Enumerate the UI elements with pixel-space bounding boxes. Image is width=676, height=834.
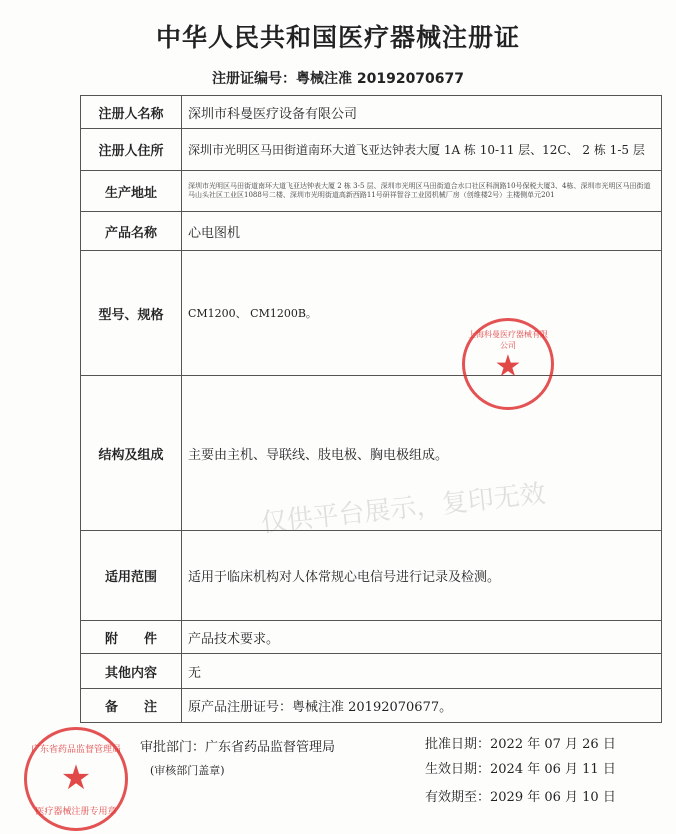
label: 型号、规格 (81, 251, 182, 376)
star-icon: ★ (60, 758, 92, 798)
row-remarks (81, 689, 662, 723)
registration-number: 注册证编号：粤械注准 20192070677 (211, 71, 465, 87)
row-product-name (81, 212, 662, 251)
label: 适用范围 (81, 531, 182, 621)
value: 原产品注册证号：粤械注准 20192070677。 (182, 689, 662, 723)
row-registrant-address (81, 129, 662, 171)
value: 无 (182, 654, 662, 689)
label: 注册人住所 (81, 129, 182, 171)
value: 深圳市科曼医疗设备有限公司 (182, 96, 662, 129)
value: 适用于临床机构对人体常规心电信号进行记录及检测。 (182, 531, 662, 621)
value: 深圳市光明区马田街道南环大道飞亚达钟表大厦 1A 栋 10-11 层、12C、 2 栋 1-5 层 (182, 129, 662, 171)
row-model-spec (81, 251, 662, 376)
expiry-date: 有效期至：2029 年 06 月 10 日 (425, 790, 616, 805)
approve-date: 批准日期：2022 年 07 月 26 日 (425, 737, 616, 752)
company-seal-text: 上海科曼医疗器械有限公司 (468, 330, 548, 350)
certificate-title: 中华人民共和国医疗器械注册证 (155, 23, 520, 52)
label: 结构及组成 (81, 376, 182, 531)
star-icon: ★ (494, 349, 522, 384)
approval-dept: 审批部门：广东省药品监督管理局 (140, 740, 336, 755)
value: CM1200、 CM1200B。 (182, 251, 662, 376)
value: 主要由主机、导联线、肢电极、胸电极组成。 (182, 376, 662, 531)
value: 心电图机 (182, 212, 662, 251)
agency-seal-text: 广东省药品监督管理局 (30, 745, 121, 755)
certificate-table (80, 95, 662, 723)
company-seal (462, 318, 554, 410)
label: 注册人名称 (81, 96, 182, 129)
effective-date: 生效日期：2024 年 06 月 11 日 (425, 762, 616, 777)
label: 附 件 (81, 621, 182, 654)
row-production-address (81, 171, 662, 212)
label: 备 注 (81, 689, 182, 723)
agency-seal-subtext: 医疗器械注册专用章 (35, 807, 117, 817)
watermark: 仅供平台展示，复印无效 (259, 479, 548, 539)
label: 其他内容 (81, 654, 182, 689)
value: 深圳市光明区马田街道南环大道飞亚达钟表大厦 2 栋 3-5 层、深圳市光明区马田街道合水口社区科润路10号保税大厦3、4栋、深圳市光明区马田街道马山头社区工业区1088号二楼、深圳市光明街道高新西路11号研祥智谷工业园机械厂房（创维楼2号）主楼侧单元201 (182, 171, 662, 212)
seal-note: (审核部门盖章) (150, 764, 225, 777)
row-other (81, 654, 662, 689)
row-registrant-name (81, 96, 662, 129)
value: 产品技术要求。 (182, 621, 662, 654)
row-scope (81, 531, 662, 621)
row-structure (81, 376, 662, 531)
label: 生产地址 (81, 171, 182, 212)
row-accessories (81, 621, 662, 654)
label: 产品名称 (81, 212, 182, 251)
agency-seal (24, 727, 128, 831)
